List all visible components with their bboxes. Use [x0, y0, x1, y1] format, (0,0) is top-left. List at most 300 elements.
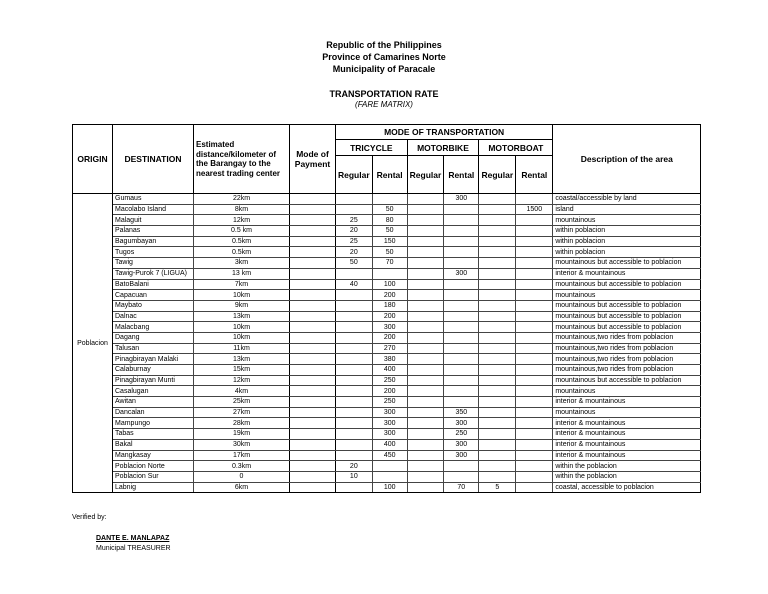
- distance-cell: 10km: [194, 332, 290, 343]
- motorbike-rental-cell: 350: [444, 407, 479, 418]
- destination-cell: Bakal: [113, 439, 194, 450]
- motorbike-rental-cell: [444, 290, 479, 301]
- motorboat-rental-cell: [516, 332, 553, 343]
- header-country: Republic of the Philippines: [326, 40, 442, 50]
- payment-cell: [290, 407, 336, 418]
- description-cell: mountainous,two rides from poblacion: [553, 332, 701, 343]
- motorboat-rental-cell: [516, 375, 553, 386]
- description-cell: within poblacion: [553, 226, 701, 237]
- destination-cell: Mangkasay: [113, 450, 194, 461]
- distance-cell: 19km: [194, 429, 290, 440]
- destination-cell: Dancalan: [113, 407, 194, 418]
- document-title: TRANSPORTATION RATE: [329, 89, 439, 99]
- table-row: [73, 418, 701, 429]
- payment-cell: [290, 439, 336, 450]
- motorboat-rental-cell: [516, 471, 553, 482]
- description-cell: interior & mountainous: [553, 429, 701, 440]
- table-row: [73, 450, 701, 461]
- motorbike-regular-cell: [407, 300, 444, 311]
- description-header: Description of the area: [553, 125, 701, 194]
- motorbike-regular-cell: [407, 322, 444, 333]
- motorbike-regular-cell: [407, 354, 444, 365]
- payment-cell: [290, 375, 336, 386]
- tricycle-rental-cell: 400: [372, 439, 407, 450]
- tricycle-rental-cell: [372, 268, 407, 279]
- motorboat-regular-cell: [479, 268, 516, 279]
- distance-cell: 4km: [194, 386, 290, 397]
- tricycle-rental-cell: 200: [372, 332, 407, 343]
- description-cell: within the poblacion: [553, 471, 701, 482]
- destination-cell: Tugos: [113, 247, 194, 258]
- tricycle-regular-cell: [336, 450, 373, 461]
- tricycle-regular-cell: [336, 194, 373, 205]
- signatory-name: DANTE E. MANLAPAZ: [96, 535, 170, 542]
- description-cell: within poblacion: [553, 247, 701, 258]
- motorboat-rental-cell: [516, 215, 553, 226]
- tricycle-regular-cell: 20: [336, 461, 373, 472]
- motorboat-regular-header: Regular: [479, 156, 516, 194]
- table-row: [73, 268, 701, 279]
- table-row: [73, 215, 701, 226]
- motorbike-rental-cell: [444, 247, 479, 258]
- table-row: [73, 226, 701, 237]
- motorboat-rental-cell: [516, 386, 553, 397]
- motorboat-rental-cell: [516, 247, 553, 258]
- motorboat-regular-cell: [479, 236, 516, 247]
- table-row: [73, 397, 701, 408]
- description-cell: mountainous,two rides from poblacion: [553, 365, 701, 376]
- motorbike-rental-cell: 70: [444, 482, 479, 493]
- tricycle-rental-cell: 250: [372, 397, 407, 408]
- motorboat-rental-cell: [516, 429, 553, 440]
- distance-cell: 10km: [194, 322, 290, 333]
- table-row: [73, 236, 701, 247]
- payment-cell: [290, 236, 336, 247]
- motorboat-rental-cell: [516, 418, 553, 429]
- motorbike-regular-cell: [407, 215, 444, 226]
- origin-header: ORIGIN: [73, 125, 113, 194]
- motorbike-rental-cell: 300: [444, 450, 479, 461]
- motorbike-regular-cell: [407, 482, 444, 493]
- distance-cell: 25km: [194, 397, 290, 408]
- destination-cell: Casalugan: [113, 386, 194, 397]
- motorbike-regular-header: Regular: [407, 156, 444, 194]
- description-cell: coastal/accessible by land: [553, 194, 701, 205]
- motorboat-rental-cell: [516, 407, 553, 418]
- table-row: [73, 300, 701, 311]
- motorboat-rental-cell: [516, 236, 553, 247]
- payment-cell: [290, 194, 336, 205]
- tricycle-header: TRICYCLE: [336, 140, 408, 156]
- tricycle-rental-cell: 180: [372, 300, 407, 311]
- distance-cell: 22km: [194, 194, 290, 205]
- tricycle-rental-cell: [372, 194, 407, 205]
- tricycle-regular-header: Regular: [336, 156, 373, 194]
- payment-cell: [290, 279, 336, 290]
- tricycle-regular-cell: [336, 343, 373, 354]
- description-cell: mountainous but accessible to poblacion: [553, 375, 701, 386]
- distance-cell: 28km: [194, 418, 290, 429]
- motorboat-rental-cell: [516, 258, 553, 269]
- distance-cell: 8km: [194, 204, 290, 215]
- payment-cell: [290, 322, 336, 333]
- motorbike-rental-cell: 250: [444, 429, 479, 440]
- tricycle-rental-cell: 300: [372, 407, 407, 418]
- description-cell: mountainous,two rides from poblacion: [553, 343, 701, 354]
- tricycle-rental-header: Rental: [372, 156, 407, 194]
- motorbike-regular-cell: [407, 194, 444, 205]
- tricycle-regular-cell: [336, 418, 373, 429]
- distance-cell: 17km: [194, 450, 290, 461]
- destination-cell: Capacuan: [113, 290, 194, 301]
- description-cell: coastal, accessible to poblacion: [553, 482, 701, 493]
- tricycle-regular-cell: [336, 311, 373, 322]
- motorboat-regular-cell: [479, 258, 516, 269]
- payment-cell: [290, 365, 336, 376]
- motorboat-rental-cell: [516, 354, 553, 365]
- document-subtitle: (FARE MATRIX): [355, 100, 413, 109]
- tricycle-regular-cell: [336, 365, 373, 376]
- tricycle-regular-cell: 25: [336, 236, 373, 247]
- motorbike-header: MOTORBIKE: [407, 140, 479, 156]
- destination-cell: BatoBalani: [113, 279, 194, 290]
- motorbike-rental-cell: [444, 354, 479, 365]
- description-cell: interior & mountainous: [553, 268, 701, 279]
- motorboat-rental-cell: [516, 482, 553, 493]
- mode-of-transportation-header: MODE OF TRANSPORTATION: [336, 125, 553, 140]
- table-row: [73, 407, 701, 418]
- description-cell: interior & mountainous: [553, 439, 701, 450]
- distance-cell: 13 km: [194, 268, 290, 279]
- tricycle-rental-cell: 70: [372, 258, 407, 269]
- tricycle-regular-cell: [336, 290, 373, 301]
- motorboat-regular-cell: [479, 365, 516, 376]
- table-row: [73, 439, 701, 450]
- motorboat-regular-cell: [479, 226, 516, 237]
- table-row: [73, 343, 701, 354]
- motorbike-rental-cell: 300: [444, 268, 479, 279]
- motorboat-regular-cell: [479, 386, 516, 397]
- motorboat-rental-cell: [516, 439, 553, 450]
- motorbike-rental-cell: [444, 311, 479, 322]
- motorboat-rental-cell: [516, 397, 553, 408]
- motorbike-regular-cell: [407, 343, 444, 354]
- tricycle-rental-cell: 50: [372, 247, 407, 258]
- motorboat-regular-cell: [479, 300, 516, 311]
- distance-cell: 30km: [194, 439, 290, 450]
- distance-cell: 13km: [194, 311, 290, 322]
- payment-cell: [290, 247, 336, 258]
- signatory-position: Municipal TREASURER: [96, 545, 171, 552]
- table-row: [73, 471, 701, 482]
- motorboat-regular-cell: 5: [479, 482, 516, 493]
- distance-cell: 7km: [194, 279, 290, 290]
- tricycle-rental-cell: [372, 471, 407, 482]
- motorbike-regular-cell: [407, 418, 444, 429]
- motorbike-rental-cell: [444, 386, 479, 397]
- table-row: [73, 258, 701, 269]
- motorbike-rental-cell: 300: [444, 439, 479, 450]
- table-row: [73, 204, 701, 215]
- motorboat-rental-header: Rental: [516, 156, 553, 194]
- payment-header: Mode of Payment: [290, 125, 336, 194]
- payment-cell: [290, 343, 336, 354]
- destination-cell: Dagang: [113, 332, 194, 343]
- motorbike-rental-cell: [444, 397, 479, 408]
- table-row: [73, 375, 701, 386]
- motorboat-rental-cell: [516, 343, 553, 354]
- tricycle-regular-cell: 20: [336, 226, 373, 237]
- payment-cell: [290, 450, 336, 461]
- motorbike-rental-cell: [444, 258, 479, 269]
- motorboat-regular-cell: [479, 332, 516, 343]
- motorboat-rental-cell: [516, 450, 553, 461]
- tricycle-rental-cell: 300: [372, 418, 407, 429]
- tricycle-regular-cell: [336, 375, 373, 386]
- destination-cell: Poblacion Sur: [113, 471, 194, 482]
- motorboat-regular-cell: [479, 311, 516, 322]
- motorbike-regular-cell: [407, 429, 444, 440]
- motorboat-rental-cell: [516, 290, 553, 301]
- motorbike-regular-cell: [407, 311, 444, 322]
- motorboat-rental-cell: 1500: [516, 204, 553, 215]
- destination-cell: Malaguit: [113, 215, 194, 226]
- tricycle-rental-cell: 200: [372, 311, 407, 322]
- motorboat-rental-cell: [516, 194, 553, 205]
- tricycle-rental-cell: 80: [372, 215, 407, 226]
- payment-cell: [290, 258, 336, 269]
- origin-cell: Poblacion: [73, 194, 113, 493]
- motorbike-rental-cell: [444, 343, 479, 354]
- header-province: Province of Camarines Norte: [322, 52, 446, 62]
- payment-cell: [290, 268, 336, 279]
- tricycle-regular-cell: [336, 439, 373, 450]
- destination-cell: Maybato: [113, 300, 194, 311]
- description-cell: mountainous,two rides from poblacion: [553, 354, 701, 365]
- motorbike-rental-cell: 300: [444, 194, 479, 205]
- header-municipality: Municipality of Paracale: [332, 64, 436, 74]
- distance-header: Estimated distance/kilometer of the Barangay to the nearest trading center: [194, 125, 290, 194]
- tricycle-rental-cell: 200: [372, 290, 407, 301]
- distance-cell: 0.3km: [194, 461, 290, 472]
- motorboat-regular-cell: [479, 375, 516, 386]
- motorbike-rental-cell: [444, 365, 479, 376]
- distance-cell: 0: [194, 471, 290, 482]
- description-cell: within poblacion: [553, 236, 701, 247]
- motorboat-regular-cell: [479, 471, 516, 482]
- motorboat-regular-cell: [479, 322, 516, 333]
- payment-cell: [290, 311, 336, 322]
- destination-cell: Tawig: [113, 258, 194, 269]
- distance-cell: 12km: [194, 215, 290, 226]
- description-cell: mountainous but accessible to poblacion: [553, 258, 701, 269]
- motorbike-regular-cell: [407, 279, 444, 290]
- motorbike-regular-cell: [407, 226, 444, 237]
- distance-cell: 11km: [194, 343, 290, 354]
- table-row: [73, 386, 701, 397]
- tricycle-regular-cell: [336, 429, 373, 440]
- destination-cell: Awitan: [113, 397, 194, 408]
- motorbike-regular-cell: [407, 439, 444, 450]
- distance-cell: 6km: [194, 482, 290, 493]
- motorbike-rental-cell: [444, 279, 479, 290]
- description-cell: mountainous: [553, 386, 701, 397]
- payment-cell: [290, 429, 336, 440]
- destination-header: DESTINATION: [113, 125, 194, 194]
- motorbike-regular-cell: [407, 332, 444, 343]
- tricycle-rental-cell: 50: [372, 204, 407, 215]
- tricycle-regular-cell: [336, 482, 373, 493]
- motorbike-regular-cell: [407, 365, 444, 376]
- description-cell: mountainous: [553, 290, 701, 301]
- destination-cell: Calaburnay: [113, 365, 194, 376]
- tricycle-regular-cell: [336, 204, 373, 215]
- motorbike-rental-cell: [444, 226, 479, 237]
- description-cell: mountainous: [553, 215, 701, 226]
- motorboat-rental-cell: [516, 461, 553, 472]
- destination-cell: Mampungo: [113, 418, 194, 429]
- motorboat-regular-cell: [479, 343, 516, 354]
- destination-cell: Malacbang: [113, 322, 194, 333]
- motorboat-rental-cell: [516, 311, 553, 322]
- tricycle-rental-cell: 300: [372, 322, 407, 333]
- motorbike-rental-cell: [444, 236, 479, 247]
- payment-cell: [290, 471, 336, 482]
- table-row: [73, 279, 701, 290]
- motorbike-regular-cell: [407, 375, 444, 386]
- table-row: [73, 482, 701, 493]
- payment-cell: [290, 482, 336, 493]
- motorbike-regular-cell: [407, 471, 444, 482]
- tricycle-regular-cell: [336, 332, 373, 343]
- description-cell: interior & mountainous: [553, 397, 701, 408]
- tricycle-rental-cell: 50: [372, 226, 407, 237]
- distance-cell: 10km: [194, 290, 290, 301]
- tricycle-regular-cell: 40: [336, 279, 373, 290]
- destination-cell: Labnig: [113, 482, 194, 493]
- distance-cell: 13km: [194, 354, 290, 365]
- motorboat-rental-cell: [516, 279, 553, 290]
- distance-cell: 0.5km: [194, 236, 290, 247]
- motorboat-regular-cell: [479, 204, 516, 215]
- motorboat-regular-cell: [479, 429, 516, 440]
- destination-cell: Palanas: [113, 226, 194, 237]
- table-row: [73, 290, 701, 301]
- tricycle-regular-cell: 25: [336, 215, 373, 226]
- destination-cell: Macolabo Island: [113, 204, 194, 215]
- destination-cell: Talusan: [113, 343, 194, 354]
- destination-cell: Bagumbayan: [113, 236, 194, 247]
- payment-cell: [290, 290, 336, 301]
- distance-cell: 0.5km: [194, 247, 290, 258]
- tricycle-regular-cell: [336, 397, 373, 408]
- table-row: [73, 461, 701, 472]
- payment-cell: [290, 354, 336, 365]
- table-row: [73, 354, 701, 365]
- tricycle-regular-cell: [336, 354, 373, 365]
- tricycle-regular-cell: [336, 268, 373, 279]
- table-row: [73, 247, 701, 258]
- destination-cell: Dalnac: [113, 311, 194, 322]
- motorboat-rental-cell: [516, 322, 553, 333]
- destination-cell: Poblacion Norte: [113, 461, 194, 472]
- motorboat-rental-cell: [516, 300, 553, 311]
- payment-cell: [290, 461, 336, 472]
- tricycle-rental-cell: 250: [372, 375, 407, 386]
- table-row: [73, 322, 701, 333]
- motorboat-regular-cell: [479, 450, 516, 461]
- payment-cell: [290, 386, 336, 397]
- description-cell: mountainous but accessible to poblacion: [553, 311, 701, 322]
- tricycle-rental-cell: 400: [372, 365, 407, 376]
- verified-by-label: Verified by:: [72, 514, 107, 521]
- distance-cell: 12km: [194, 375, 290, 386]
- tricycle-rental-cell: 150: [372, 236, 407, 247]
- tricycle-rental-cell: 380: [372, 354, 407, 365]
- motorbike-regular-cell: [407, 386, 444, 397]
- motorbike-rental-cell: [444, 461, 479, 472]
- destination-cell: Gumaus: [113, 194, 194, 205]
- distance-cell: 0.5 km: [194, 226, 290, 237]
- tricycle-regular-cell: [336, 407, 373, 418]
- fare-matrix-table: [72, 124, 701, 493]
- motorbike-rental-header: Rental: [444, 156, 479, 194]
- destination-cell: Tabas: [113, 429, 194, 440]
- motorbike-regular-cell: [407, 247, 444, 258]
- distance-cell: 15km: [194, 365, 290, 376]
- motorbike-rental-cell: 300: [444, 418, 479, 429]
- motorboat-regular-cell: [479, 290, 516, 301]
- destination-cell: Pinagbirayan Munti: [113, 375, 194, 386]
- payment-cell: [290, 226, 336, 237]
- tricycle-regular-cell: [336, 386, 373, 397]
- motorboat-regular-cell: [479, 407, 516, 418]
- description-cell: mountainous but accessible to poblacion: [553, 322, 701, 333]
- table-row: [73, 194, 701, 205]
- motorbike-rental-cell: [444, 471, 479, 482]
- tricycle-rental-cell: 270: [372, 343, 407, 354]
- tricycle-regular-cell: 10: [336, 471, 373, 482]
- motorbike-regular-cell: [407, 258, 444, 269]
- description-cell: mountainous: [553, 407, 701, 418]
- motorboat-regular-cell: [479, 354, 516, 365]
- motorboat-regular-cell: [479, 439, 516, 450]
- payment-cell: [290, 397, 336, 408]
- payment-cell: [290, 215, 336, 226]
- tricycle-rental-cell: 200: [372, 386, 407, 397]
- motorbike-regular-cell: [407, 204, 444, 215]
- motorbike-regular-cell: [407, 450, 444, 461]
- motorboat-regular-cell: [479, 279, 516, 290]
- description-cell: interior & mountainous: [553, 450, 701, 461]
- motorbike-regular-cell: [407, 236, 444, 247]
- payment-cell: [290, 300, 336, 311]
- motorboat-regular-cell: [479, 194, 516, 205]
- motorboat-regular-cell: [479, 461, 516, 472]
- table-row: [73, 332, 701, 343]
- payment-cell: [290, 418, 336, 429]
- payment-cell: [290, 332, 336, 343]
- table-row: [73, 365, 701, 376]
- motorbike-regular-cell: [407, 397, 444, 408]
- distance-cell: 3km: [194, 258, 290, 269]
- table-row: [73, 311, 701, 322]
- distance-cell: 27km: [194, 407, 290, 418]
- table-row: [73, 429, 701, 440]
- distance-cell: 9km: [194, 300, 290, 311]
- motorboat-regular-cell: [479, 215, 516, 226]
- motorbike-rental-cell: [444, 204, 479, 215]
